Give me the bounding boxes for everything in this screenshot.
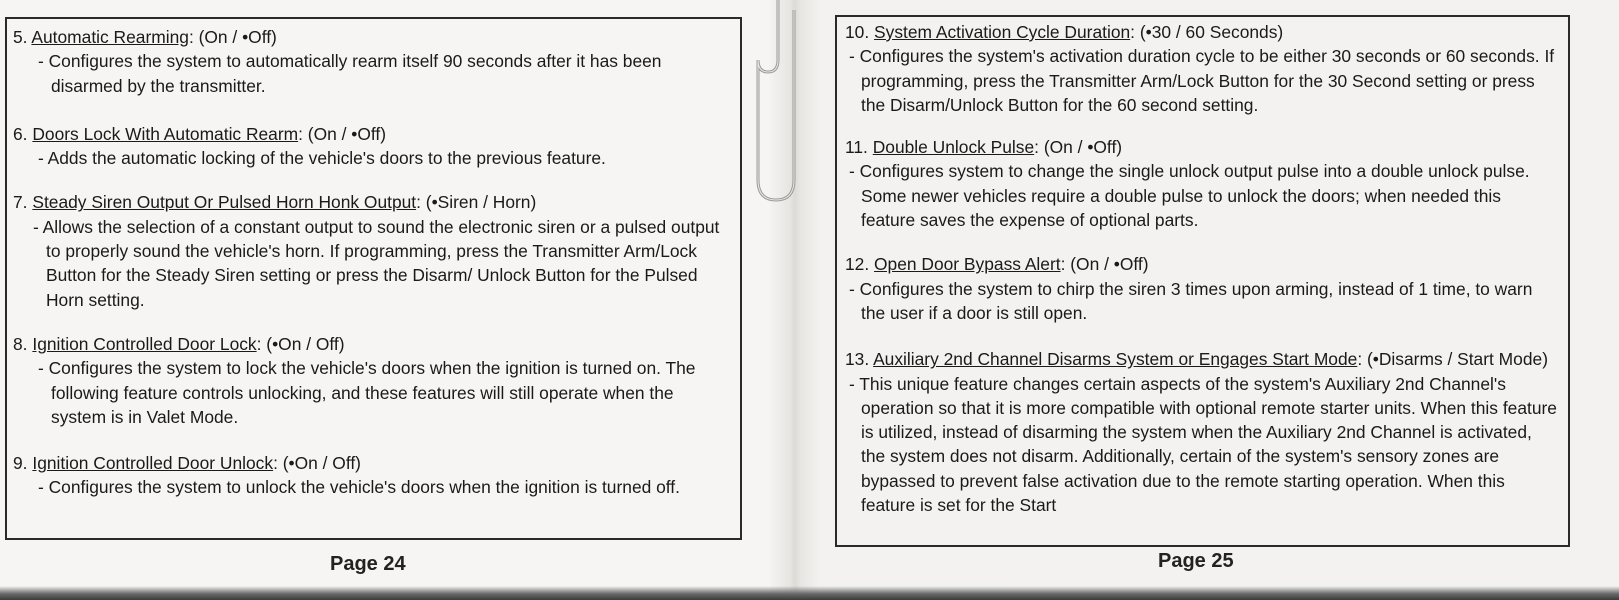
page-number: Page 24 [330, 553, 406, 575]
feature-description: - Configures the system's activation duration cycle to be either 30 seconds or 60 seconds. If programming, press the Transmitter Arm/Lock Button for the 30 Second setting or press the Disarm/Unlock Button for the 60 second setting. [849, 46, 1555, 115]
item-number: 5. [13, 27, 28, 47]
item-number: 11. [845, 137, 868, 158]
feature-description: - Configures the system to unlock the vehicle's doors when the ignition is turned off. [38, 477, 680, 498]
feature-description: - Adds the automatic locking of the vehicle's doors to the previous feature. [38, 148, 606, 169]
feature-title: Automatic Rearming [31, 27, 189, 47]
feature-title: Doors Lock With Automatic Rearm [32, 123, 299, 144]
feature-item-13 [845, 347, 1558, 517]
feature-item-7 [13, 190, 728, 311]
feature-item-9 [13, 451, 728, 500]
feature-description: - Allows the selection of a constant output to sound the electronic siren or a pulsed output to properly sound the vehicle's horn. If programming, press the Transmitter Arm/Lock Button for the Steady Siren setting or press the Disarm/ Unlock Button for the Pulsed Horn setting. [33, 216, 720, 310]
feature-item-5 [13, 25, 728, 98]
feature-description: - Configures the system to automatically rearm itself 90 seconds after it has been disarmed by the transmitter. [38, 51, 662, 96]
feature-item-11 [845, 135, 1558, 232]
item-number: 10. [845, 22, 870, 42]
feature-title: Open Door Bypass Alert [874, 254, 1061, 275]
feature-options: : (•On / Off) [273, 453, 361, 474]
page-number: Page 25 [1158, 550, 1234, 572]
page-edge-shadow [0, 586, 1619, 600]
feature-item-6 [13, 122, 728, 171]
item-number: 13. [845, 349, 870, 370]
feature-title: Ignition Controlled Door Unlock [32, 453, 274, 474]
feature-description: - This unique feature changes certain aspects of the system's Auxiliary 2nd Channel's operation so that it is more compatible with optional remote starter units. When this feature is utilized, instead of disarming the system when the Auxiliary 2nd Channel is activated, the system does not disarm. Additionally, certain of the system's sensory zones are bypassed to prevent false activation due to the remote starting operation. When this feature is set for the Start [849, 373, 1557, 516]
feature-options: : (•Disarms / Start Mode) [1357, 349, 1548, 370]
feature-options: : (On / •Off) [1060, 254, 1149, 275]
left-content-box [5, 17, 742, 540]
feature-item-12 [845, 252, 1558, 325]
feature-description: - Configures system to change the single unlock output pulse into a double unlock pulse. Some newer vehicles require a double pulse to unlock the doors; when needed this feature saves the expense of optional parts. [849, 161, 1530, 231]
feature-title: Double Unlock Pulse [872, 137, 1035, 158]
paper-clip-icon [738, 0, 808, 210]
item-number: 8. [13, 333, 28, 354]
feature-options: : (•On / Off) [256, 333, 345, 354]
feature-item-10 [845, 20, 1558, 117]
feature-description: - Configures the system to chirp the siren 3 times upon arming, instead of 1 time, to warn the user if a door is still open. [849, 278, 1533, 323]
item-number: 6. [13, 123, 28, 144]
feature-title: Ignition Controlled Door Lock [32, 333, 257, 354]
feature-title: Auxiliary 2nd Channel Disarms System or Engages Start Mode [873, 349, 1358, 370]
feature-title: System Activation Cycle Duration [874, 22, 1131, 42]
feature-options: : (•Siren / Horn) [416, 192, 537, 213]
item-number: 12. [845, 254, 870, 275]
feature-title: Steady Siren Output Or Pulsed Horn Honk Output [32, 192, 417, 213]
feature-options: : (On / •Off) [1034, 137, 1123, 158]
feature-item-8 [13, 332, 728, 429]
feature-options: : (On / •Off) [298, 123, 387, 144]
item-number: 7. [13, 192, 28, 213]
item-number: 9. [13, 453, 28, 474]
feature-options: : (•30 / 60 Seconds) [1130, 22, 1284, 42]
feature-description: - Configures the system to lock the vehicle's doors when the ignition is turned on. The following feature controls unlocking, and these features will still operate when the system is in Valet Mode. [38, 358, 696, 427]
right-content-box [835, 15, 1570, 547]
feature-options: : (On / •Off) [188, 27, 277, 47]
